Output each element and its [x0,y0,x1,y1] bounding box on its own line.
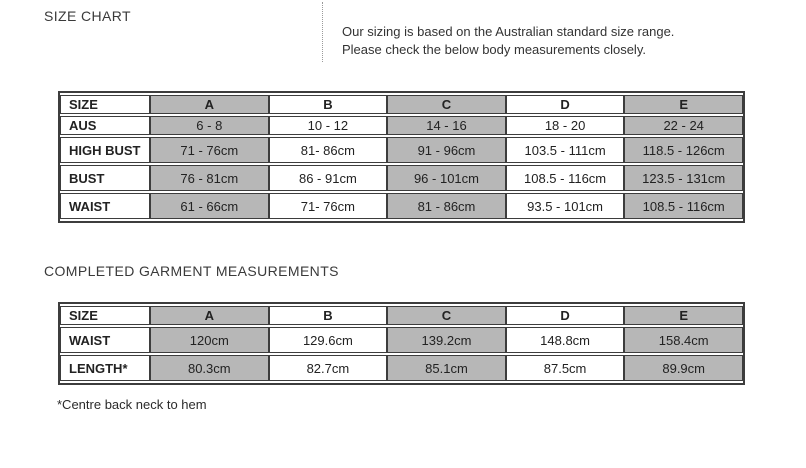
header-cell-e: E [624,95,743,114]
data-cell: 81 - 86cm [387,193,506,219]
row-label-cell: LENGTH* [60,355,150,381]
data-cell: 80.3cm [150,355,269,381]
data-cell: 71- 76cm [269,193,388,219]
header-cell-size: SIZE [60,95,150,114]
header-cell-d: D [506,95,625,114]
table-row-aus [60,116,743,135]
data-cell: 148.8cm [506,327,625,353]
data-cell: 18 - 20 [506,116,625,135]
data-cell: 87.5cm [506,355,625,381]
data-cell: 118.5 - 126cm [624,137,743,163]
page-title: SIZE CHART [44,8,131,24]
data-cell: 86 - 91cm [269,165,388,191]
header-cell-a: A [150,306,269,325]
data-cell: 10 - 12 [269,116,388,135]
data-cell: 108.5 - 116cm [624,193,743,219]
data-cell: 129.6cm [269,327,388,353]
data-cell: 82.7cm [269,355,388,381]
body-measurements-table [58,91,745,223]
table-row-garment-length [60,355,743,381]
header-cell-size: SIZE [60,306,150,325]
table-row-high-bust [60,137,743,163]
data-cell: 6 - 8 [150,116,269,135]
section-title-garment-measurements: COMPLETED GARMENT MEASUREMENTS [44,263,339,279]
data-cell: 76 - 81cm [150,165,269,191]
data-cell: 108.5 - 116cm [506,165,625,191]
row-label-cell: AUS [60,116,150,135]
row-label-cell: HIGH BUST [60,137,150,163]
sizing-note [342,23,674,59]
row-label-cell: BUST [60,165,150,191]
table-row-garment-waist [60,327,743,353]
sizing-note-line-1: Our sizing is based on the Australian standard size range. [342,24,675,39]
data-cell: 120cm [150,327,269,353]
header-cell-a: A [150,95,269,114]
table-row-waist [60,193,743,219]
header-cell-e: E [624,306,743,325]
header-cell-d: D [506,306,625,325]
footnote-centre-back-neck: *Centre back neck to hem [57,397,207,412]
dotted-divider [322,2,323,62]
header-cell-b: B [269,95,388,114]
garment-measurements-table [58,302,745,385]
data-cell: 158.4cm [624,327,743,353]
data-cell: 14 - 16 [387,116,506,135]
data-cell: 71 - 76cm [150,137,269,163]
data-cell: 81- 86cm [269,137,388,163]
data-cell: 91 - 96cm [387,137,506,163]
data-cell: 96 - 101cm [387,165,506,191]
header-cell-b: B [269,306,388,325]
sizing-note-line-2: Please check the below body measurements closely. [342,42,646,57]
table-header-row [60,95,743,114]
data-cell: 139.2cm [387,327,506,353]
data-cell: 123.5 - 131cm [624,165,743,191]
data-cell: 103.5 - 111cm [506,137,625,163]
data-cell: 85.1cm [387,355,506,381]
data-cell: 61 - 66cm [150,193,269,219]
table-row-bust [60,165,743,191]
data-cell: 93.5 - 101cm [506,193,625,219]
header-cell-c: C [387,306,506,325]
row-label-cell: WAIST [60,193,150,219]
data-cell: 22 - 24 [624,116,743,135]
row-label-cell: WAIST [60,327,150,353]
header-cell-c: C [387,95,506,114]
table-header-row [60,306,743,325]
data-cell: 89.9cm [624,355,743,381]
